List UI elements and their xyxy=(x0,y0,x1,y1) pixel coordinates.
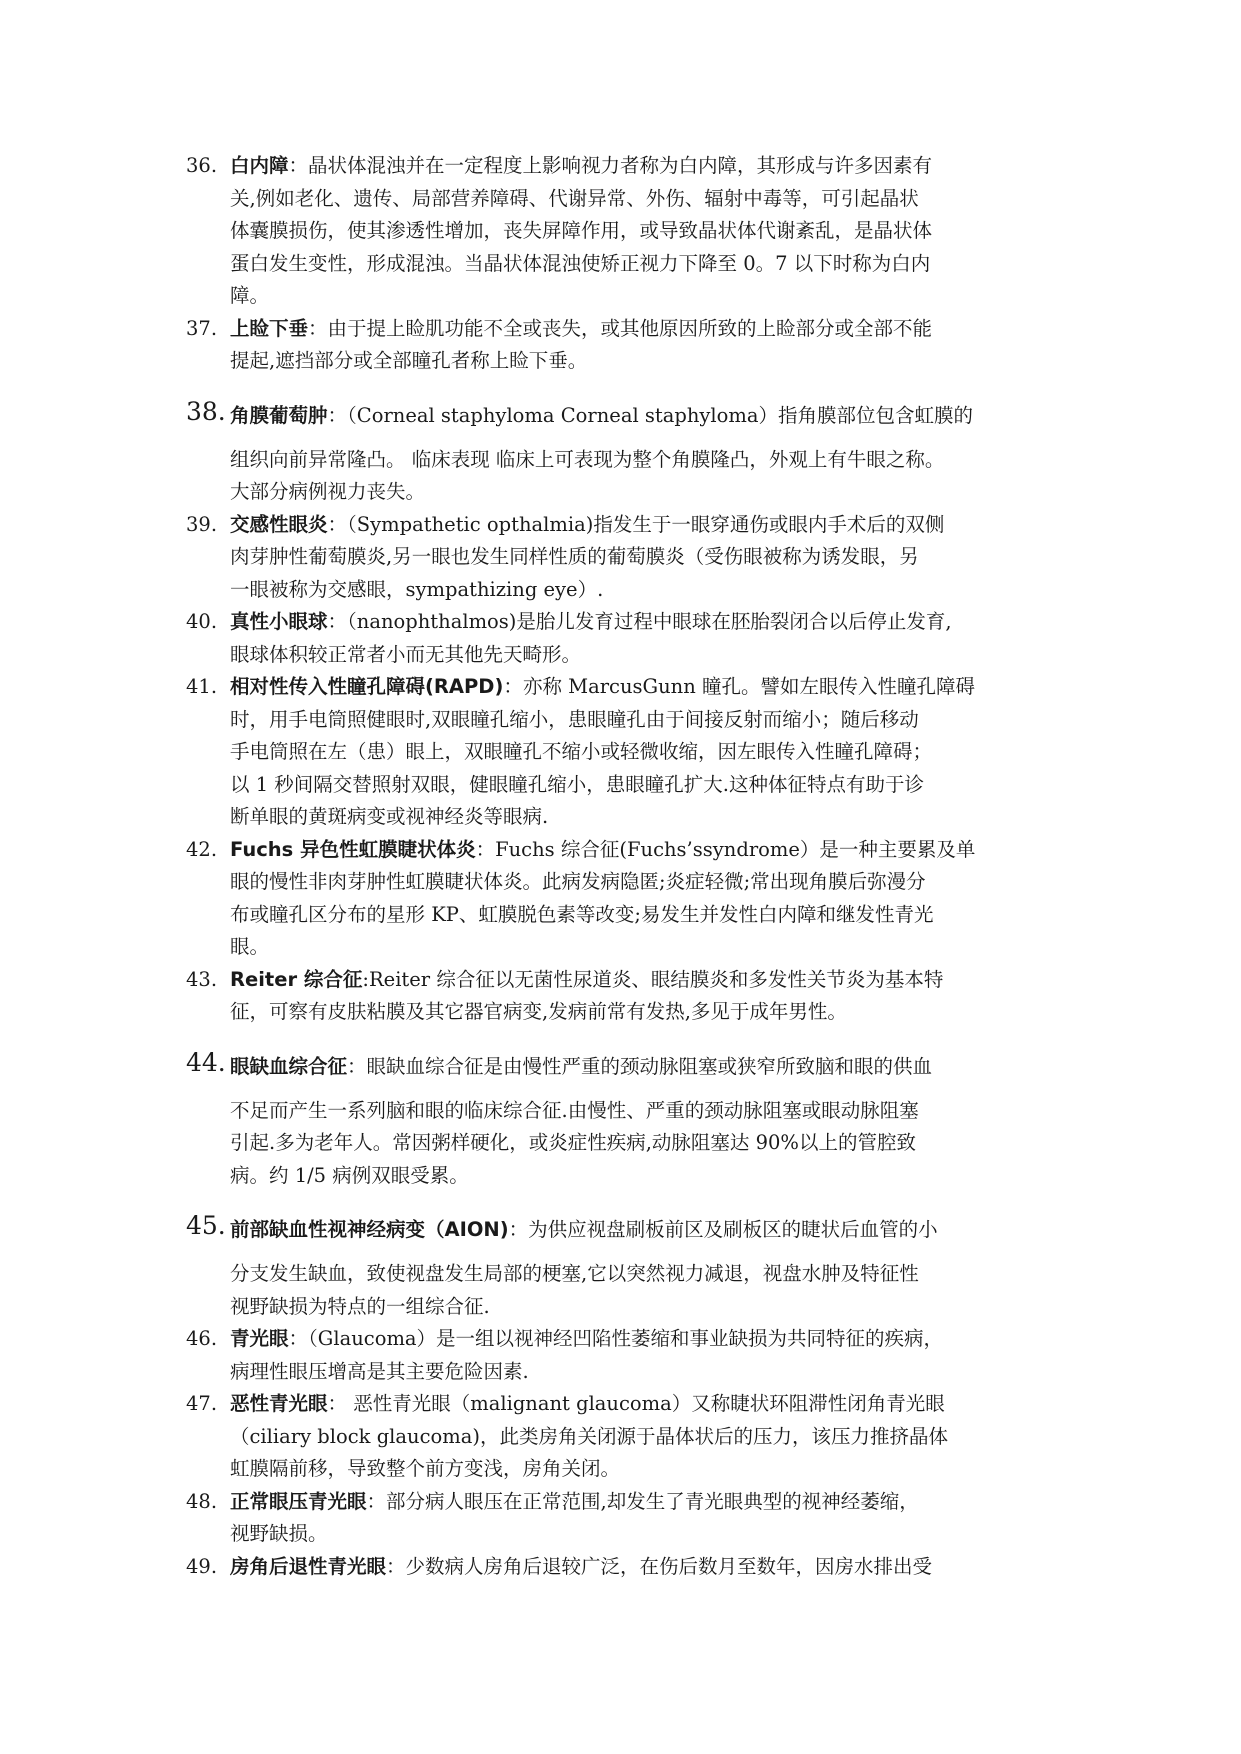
entry-term: Fuchs 异色性虹膜睫状体炎 xyxy=(230,837,476,861)
entry-text-line: 组织向前异常隆凸。 临床表现 临床上可表现为整个角膜隆凸，外观上有牛眼之称。 xyxy=(230,447,945,471)
entry-text-line: 以 1 秒间隔交替照射双眼，健眼瞳孔缩小，患眼瞳孔扩大.这种体征特点有助于诊 xyxy=(230,772,925,796)
entry-number: 39. xyxy=(186,512,218,536)
entry-38: 38. 角膜葡萄肿：（Corneal staphyloma Corneal staphyloma）指角膜部位包含虹膜的 组织向前异常隆凸。 临床表现 临床上可表现为整个角膜隆凸，外观上有牛眼之称。 大部分病例视力丧失。 xyxy=(186,396,1066,509)
entry-number: 38. xyxy=(186,396,226,426)
entry-42: 42. Fuchs 异色性虹膜睫状体炎：Fuchs 综合征(Fuchs’ssyndrome）是一种主要累及单 眼的慢性非肉芽肿性虹膜睫状体炎。此病发病隐匿;炎症轻微;常出现角膜后弥漫分 布或瞳孔区分布的星形 KP、虹膜脱色素等改变;易发生并发性白内障和继发性青光 眼。 xyxy=(186,834,1066,964)
entry-number: 42. xyxy=(186,837,218,861)
entry-46: 46. 青光眼：（Glaucoma）是一组以视神经凹陷性萎缩和事业缺损为共同特征的疾病， 病理性眼压增高是其主要危险因素. xyxy=(186,1323,1066,1388)
entry-term: 白内障 xyxy=(230,154,289,177)
entry-term: 角膜葡萄肿 xyxy=(230,403,328,427)
entry-48: 48. 正常眼压青光眼：部分病人眼压在正常范围,却发生了青光眼典型的视神经萎缩， 视野缺损。 xyxy=(186,1486,1066,1551)
entry-text-line: 肉芽肿性葡萄膜炎,另一眼也发生同样性质的葡萄膜炎（受伤眼被称为诱发眼，另 xyxy=(230,545,919,568)
entry-text-line: 亦称 MarcusGunn 瞳孔。譬如左眼传入性瞳孔障碍 xyxy=(522,675,975,698)
entry-text-line: 关,例如老化、遗传、局部营养障碍、代谢异常、外伤、辐射中毒等，可引起晶状 xyxy=(230,186,919,210)
entry-41: 41. 相对性传入性瞳孔障碍(RAPD)：亦称 MarcusGunn 瞳孔。譬如左眼传入性瞳孔障碍 时，用手电筒照健眼时,双眼瞳孔缩小，患眼瞳孔由于间接反射而缩小；随后移动 手电筒照在左（患）眼上，双眼瞳孔不缩小或轻微收缩，因左眼传入性瞳孔障碍； 以 1 秒间隔交替照射双眼，健眼瞳孔缩小，患眼瞳孔扩大.这种体征特点有助于诊 断单眼的黄斑病变或视神经炎等眼病. xyxy=(186,671,1066,834)
entry-text-line: 手电筒照在左（患）眼上，双眼瞳孔不缩小或轻微收缩，因左眼传入性瞳孔障碍； xyxy=(230,740,933,763)
entry-term: 青光眼 xyxy=(230,1327,289,1350)
entry-40: 40. 真性小眼球：（nanophthalmos)是胎儿发育过程中眼球在胚胎裂闭合以后停止发育, 眼球体积较正常者小而无其他先天畸形。 xyxy=(186,606,1066,671)
entry-47: 47. 恶性青光眼： 恶性青光眼（malignant glaucoma）又称睫状环阻滞性闭角青光眼 （ciliary block glaucoma)，此类房角关闭源于晶体状后的压力，该压力推挤晶体 虹膜隔前移，导致整个前方变浅，房角关闭。 xyxy=(186,1388,1066,1486)
entry-term: 交感性眼炎 xyxy=(230,512,328,536)
entry-number: 45. xyxy=(186,1211,226,1240)
entry-term: 房角后退性青光眼 xyxy=(230,1554,387,1578)
entry-text-line: 视野缺损为特点的一组综合征. xyxy=(230,1294,490,1318)
entry-text-line: 蛋白发生变性，形成混浊。当晶状体混浊使矫正视力下降至 0。7 以下时称为白内 xyxy=(230,251,931,275)
entry-text-line: 分支发生缺血，致使视盘发生局部的梗塞,它以突然视力减退，视盘水肿及特征性 xyxy=(230,1262,919,1285)
entry-term: 眼缺血综合征 xyxy=(230,1054,348,1078)
entry-text-line: 一眼被称为交感眼，sympathizing eye）. xyxy=(230,577,604,601)
entry-number: 40. xyxy=(186,610,218,633)
entry-term: 真性小眼球 xyxy=(230,610,328,633)
entry-text-line: （Sympathetic opthalmia)指发生于一眼穿通伤或眼内手术后的双侧 xyxy=(347,512,945,536)
entry-text-line: （ciliary block glaucoma)，此类房角关闭源于晶体状后的压力，该压力推挤晶体 xyxy=(230,1424,948,1448)
entry-text-line: （Corneal staphyloma Corneal staphyloma）指角膜部位包含虹膜的 xyxy=(347,403,974,427)
entry-text-line: 晶状体混浊并在一定程度上影响视力者称为白内障，其形成与许多因素有 xyxy=(308,154,933,177)
entry-text-line: Fuchs 综合征(Fuchs’ssyndrome）是一种主要累及单 xyxy=(495,837,976,861)
entry-text-line: 眼。 xyxy=(230,935,270,958)
entry-text-line: 引起.多为老年人。常因粥样硬化，或炎症性疾病,动脉阻塞达 90%以上的管腔致 xyxy=(230,1131,916,1154)
entry-37: 37. 上睑下垂：由于提上睑肌功能不全或丧失，或其他原因所致的上睑部分或全部不能 提起,遮挡部分或全部瞳孔者称上睑下垂。 xyxy=(186,313,1066,378)
entry-text-line: 眼球体积较正常者小而无其他先天畸形。 xyxy=(230,642,582,666)
entry-text-line: 征，可察有皮肤粘膜及其它器官病变,发病前常有发热,多见于成年男性。 xyxy=(230,1000,847,1023)
entry-text-line: 布或瞳孔区分布的星形 KP、虹膜脱色素等改变;易发生并发性白内障和继发性青光 xyxy=(230,902,934,926)
entry-text-line: 少数病人房角后退较广泛，在伤后数月至数年，因房水排出受 xyxy=(405,1554,933,1578)
entry-text-line: （nanophthalmos)是胎儿发育过程中眼球在胚胎裂闭合以后停止发育, xyxy=(347,610,952,633)
entry-number: 41. xyxy=(186,675,218,698)
entry-39: 39. 交感性眼炎：（Sympathetic opthalmia)指发生于一眼穿通伤或眼内手术后的双侧 肉芽肿性葡萄膜炎,另一眼也发生同样性质的葡萄膜炎（受伤眼被称为诱发眼，另 一眼被称为交感眼，sympathizing eye）. xyxy=(186,509,1066,607)
glossary-list xyxy=(186,150,1066,1583)
entry-number: 46. xyxy=(186,1327,218,1350)
entry-text-line: 为供应视盘刷板前区及刷板区的睫状后血管的小 xyxy=(528,1218,938,1241)
entry-term: 相对性传入性瞳孔障碍(RAPD) xyxy=(230,675,504,698)
entry-text-line: 大部分病例视力丧失。 xyxy=(230,480,426,503)
entry-term: 恶性青光眼 xyxy=(230,1392,328,1415)
entry-text-line: Reiter 综合征以无菌性尿道炎、眼结膜炎和多发性关节炎为基本特 xyxy=(368,967,944,991)
entry-number: 48. xyxy=(186,1489,218,1513)
entry-43: 43. Reiter 综合征:Reiter 综合征以无菌性尿道炎、眼结膜炎和多发性关节炎为基本特 征，可察有皮肤粘膜及其它器官病变,发病前常有发热,多见于成年男性。 xyxy=(186,964,1066,1029)
entry-36: 36. 白内障：晶状体混浊并在一定程度上影响视力者称为白内障，其形成与许多因素有 关,例如老化、遗传、局部营养障碍、代谢异常、外伤、辐射中毒等，可引起晶状 体囊膜损伤，使其渗透性增加，丧失屏障作用，或导致晶状体代谢紊乱，是晶状体 蛋白发生变性，形成混浊。当晶状体混浊使矫正视力下降至 0。7 以下时称为白内 障。 xyxy=(186,150,1066,313)
entry-term: Reiter 综合征 xyxy=(230,967,363,991)
entry-text-line: （Glaucoma）是一组以视神经凹陷性萎缩和事业缺损为共同特征的疾病， xyxy=(308,1327,944,1350)
entry-number: 36. xyxy=(186,154,218,177)
entry-text-line: 眼的慢性非肉芽肿性虹膜睫状体炎。此病发病隐匿;炎症轻微;常出现角膜后弥漫分 xyxy=(230,870,926,893)
entry-number: 44. xyxy=(186,1047,226,1077)
entry-text-line: 障。 xyxy=(230,284,270,307)
entry-number: 43. xyxy=(186,967,218,991)
entry-text-line: 时，用手电筒照健眼时,双眼瞳孔缩小，患眼瞳孔由于间接反射而缩小；随后移动 xyxy=(230,707,919,731)
entry-term: 上睑下垂 xyxy=(230,316,309,340)
entry-49: 49. 房角后退性青光眼：少数病人房角后退较广泛，在伤后数月至数年，因房水排出受 xyxy=(186,1551,1066,1584)
entry-text-line: 部分病人眼压在正常范围,却发生了青光眼典型的视神经萎缩， xyxy=(386,1489,919,1513)
entry-term: 前部缺血性视神经病变（AION) xyxy=(230,1218,509,1241)
entry-text-line: 病。约 1/5 病例双眼受累。 xyxy=(230,1163,469,1187)
entry-text-line: 由于提上睑肌功能不全或丧失，或其他原因所致的上睑部分或全部不能 xyxy=(327,316,933,340)
entry-number: 37. xyxy=(186,316,218,340)
entry-45: 45. 前部缺血性视神经病变（AION)：为供应视盘刷板前区及刷板区的睫状后血管的小 分支发生缺血，致使视盘发生局部的梗塞,它以突然视力减退，视盘水肿及特征性 视野缺损为特点的一组综合征. xyxy=(186,1210,1066,1323)
entry-number: 47. xyxy=(186,1392,218,1415)
entry-text-line: 视野缺损。 xyxy=(230,1522,328,1545)
entry-text-line: 虹膜隔前移，导致整个前方变浅，房角关闭。 xyxy=(230,1457,621,1480)
entry-text-line: 恶性青光眼（malignant glaucoma）又称睫状环阻滞性闭角青光眼 xyxy=(347,1392,945,1415)
entry-text-line: 眼缺血综合征是由慢性严重的颈动脉阻塞或狭窄所致脑和眼的供血 xyxy=(366,1054,933,1078)
entry-text-line: 断单眼的黄斑病变或视神经炎等眼病. xyxy=(230,805,549,828)
entry-text-line: 提起,遮挡部分或全部瞳孔者称上睑下垂。 xyxy=(230,349,588,372)
entry-44: 44. 眼缺血综合征：眼缺血综合征是由慢性严重的颈动脉阻塞或狭窄所致脑和眼的供血 不足而产生一系列脑和眼的临床综合征.由慢性、严重的颈动脉阻塞或眼动脉阻塞 引起.多为老年人。常因粥样硬化，或炎症性疾病,动脉阻塞达 90%以上的管腔致 病。约 1/5 病例双眼受累。 xyxy=(186,1047,1066,1193)
entry-term: 正常眼压青光眼 xyxy=(230,1489,367,1513)
entry-text-line: 体囊膜损伤，使其渗透性增加，丧失屏障作用，或导致晶状体代谢紊乱，是晶状体 xyxy=(230,219,933,242)
entry-text-line: 不足而产生一系列脑和眼的临床综合征.由慢性、严重的颈动脉阻塞或眼动脉阻塞 xyxy=(230,1098,919,1122)
entry-number: 49. xyxy=(186,1554,218,1578)
entry-text-line: 病理性眼压增高是其主要危险因素. xyxy=(230,1359,529,1383)
